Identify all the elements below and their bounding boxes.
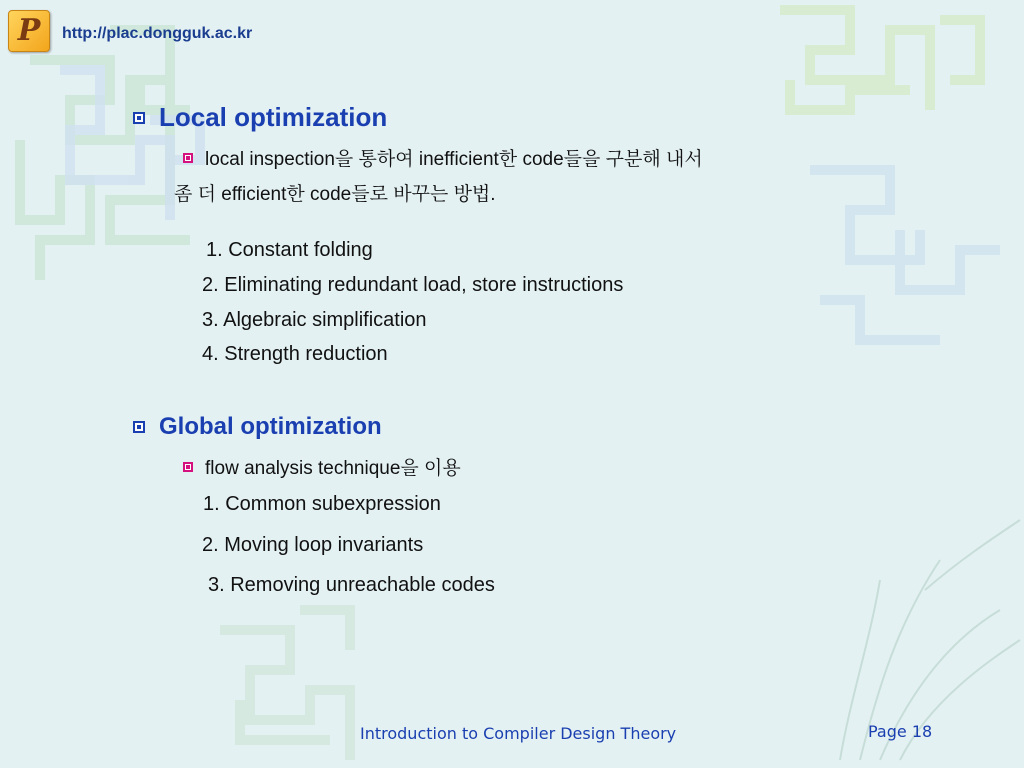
local-subpoint-continued: 좀 더 efficient한 code들로 바꾸는 방법. — [174, 184, 496, 205]
sub-bullet-icon — [183, 153, 193, 163]
sub-bullet-icon — [183, 462, 193, 472]
local-item: 3. Algebraic simplification — [202, 309, 427, 331]
local-optimization-heading-row — [133, 102, 387, 133]
page-number: Page 18 — [868, 722, 933, 741]
local-item: 1. Constant folding — [206, 239, 373, 261]
logo-letter: P — [17, 13, 41, 48]
local-item: 4. Strength reduction — [202, 343, 388, 365]
global-optimization-heading-row — [133, 413, 382, 441]
global-optimization-heading: Global optimization — [159, 413, 382, 440]
square-bullet-icon — [133, 421, 145, 433]
global-item: 3. Removing unreachable codes — [208, 574, 495, 596]
global-item: 1. Common subexpression — [203, 493, 441, 515]
site-url-link[interactable]: http://plac.dongguk.ac.kr — [62, 25, 253, 42]
local-subpoint-row — [183, 144, 703, 171]
footer-course-title: Introduction to Compiler Design Theory — [360, 724, 677, 743]
site-logo — [8, 10, 50, 52]
global-item: 2. Moving loop invariants — [202, 534, 424, 556]
local-item: 2. Eliminating redundant load, store instructions — [202, 274, 624, 296]
global-subpoint-text: flow analysis technique을 이용 — [205, 458, 461, 479]
local-optimization-heading: Local optimization — [159, 102, 388, 132]
global-subpoint-row — [183, 453, 461, 480]
square-bullet-icon — [133, 112, 145, 124]
local-subpoint-text: local inspection을 통하여 inefficient한 code들을 구분해 내서 — [205, 149, 703, 170]
